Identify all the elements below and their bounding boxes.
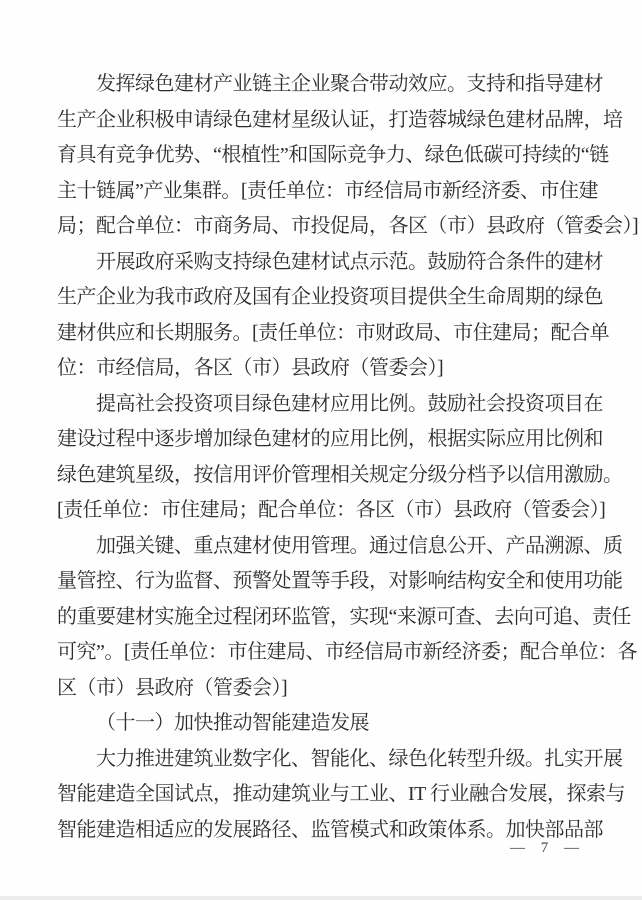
- body-line: 的重要建材实施全过程闭环监管，实现“来源可查、去向可追、责任: [57, 605, 631, 628]
- body-line: 智能建造全国试点，推动建筑业与工业、IT 行业融合发展，探索与: [57, 783, 626, 805]
- body-line: 量管控、行为监督、预警处置等手段，对影响结构安全和使用功能: [57, 570, 623, 592]
- body-line: 建设过程中逐步增加绿色建材的应用比例，根据实际应用比例和: [57, 428, 603, 450]
- body-line: 主十链属”产业集群。[责任单位：市经信局市新经济委、市住建: [57, 179, 599, 202]
- body-line: 提高社会投资项目绿色建材应用比例。鼓励社会投资项目在: [96, 392, 603, 415]
- document-body: [57, 67, 639, 848]
- body-line: 区（市）县政府（管委会）]: [57, 676, 288, 699]
- body-line: 生产企业为我市政府及国有企业投资项目提供全生命周期的绿色: [57, 286, 603, 308]
- body-line: [责任单位：市住建局；配合单位：各区（市）县政府（管委会）]: [57, 499, 606, 521]
- page-number: — 7 —: [510, 840, 580, 856]
- body-line: 生产企业积极申请绿色建材星级认证，打造蓉城绿色建材品牌，培: [57, 108, 623, 131]
- body-line: 加强关键、重点建材使用管理。通过信息公开、产品溯源、质: [96, 534, 623, 557]
- body-line: 智能建造相适应的发展路径、监管模式和政策体系。加快部品部: [57, 818, 603, 841]
- section-heading: （十一）加快推动智能建造发展: [96, 712, 369, 734]
- body-line: 局；配合单位：市商务局、市投促局，各区（市）县政府（管委会）]: [57, 215, 639, 237]
- body-line: 大力推进建筑业数字化、智能化、绿色化转型升级。扎实开展: [96, 747, 623, 770]
- body-line: 绿色建筑星级，按信用评价管理相关规定分级分档予以信用激励。: [57, 463, 623, 486]
- body-line: 育具有竞争优势、“根植性”和国际竞争力、绿色低碳可持续的“链: [57, 144, 609, 166]
- body-line: 开展政府采购支持绿色建材试点示范。鼓励符合条件的建材: [96, 250, 603, 273]
- body-line: 位：市经信局，各区（市）县政府（管委会）]: [57, 357, 444, 379]
- body-line: 建材供应和长期服务。[责任单位：市财政局、市住建局；配合单: [57, 321, 610, 344]
- scan-bottom-edge: [0, 896, 642, 900]
- body-line: 发挥绿色建材产业链主企业聚合带动效应。支持和指导建材: [96, 73, 603, 95]
- body-line: 可究”。[责任单位：市住建局、市经信局市新经济委；配合单位：各: [57, 641, 638, 663]
